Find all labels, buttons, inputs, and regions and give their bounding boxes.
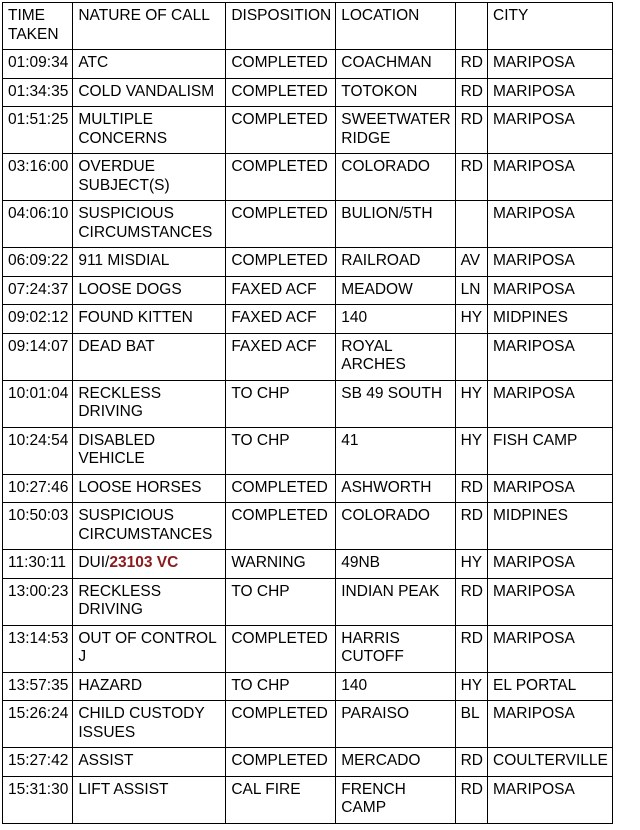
- cell-city: MARIPOSA: [488, 776, 613, 823]
- header-nature-of-call: NATURE OF CALL: [73, 3, 226, 50]
- table-row: [3, 427, 613, 474]
- cell-nature-of-call: LOOSE DOGS: [73, 276, 226, 305]
- cell-suffix: BL: [455, 701, 487, 748]
- table-row: [3, 248, 613, 277]
- table-row: [3, 578, 613, 625]
- cell-location: COLORADO: [336, 154, 455, 201]
- table-row: [3, 550, 613, 579]
- cell-location: TOTOKON: [336, 78, 455, 107]
- cell-time-taken: 03:16:00: [3, 154, 73, 201]
- cell-location: 140: [336, 672, 455, 701]
- cell-disposition: FAXED ACF: [226, 305, 336, 334]
- nature-text: DUI/: [78, 554, 110, 571]
- cell-city: MARIPOSA: [488, 50, 613, 79]
- cell-suffix: [455, 333, 487, 380]
- cell-disposition: COMPLETED: [226, 248, 336, 277]
- cell-city: MARIPOSA: [488, 625, 613, 672]
- cell-location: SB 49 SOUTH: [336, 380, 455, 427]
- table-row: [3, 776, 613, 823]
- cell-time-taken: 10:50:03: [3, 503, 73, 550]
- cell-time-taken: 01:09:34: [3, 50, 73, 79]
- cell-suffix: RD: [455, 474, 487, 503]
- table-row: [3, 672, 613, 701]
- cell-time-taken: 01:34:35: [3, 78, 73, 107]
- cell-suffix: HY: [455, 427, 487, 474]
- cell-location: MEADOW: [336, 276, 455, 305]
- cell-disposition: COMPLETED: [226, 201, 336, 248]
- cell-nature-of-call: OVERDUE SUBJECT(S): [73, 154, 226, 201]
- cell-disposition: COMPLETED: [226, 50, 336, 79]
- cell-nature-of-call: MULTIPLE CONCERNS: [73, 107, 226, 154]
- cell-suffix: RD: [455, 50, 487, 79]
- cell-time-taken: 13:14:53: [3, 625, 73, 672]
- cell-nature-of-call: RECKLESS DRIVING: [73, 380, 226, 427]
- cell-nature-of-call: 911 MISDIAL: [73, 248, 226, 277]
- cell-city: FISH CAMP: [488, 427, 613, 474]
- cell-nature-of-call: ATC: [73, 50, 226, 79]
- cell-disposition: COMPLETED: [226, 701, 336, 748]
- cell-city: COULTERVILLE: [488, 748, 613, 777]
- cell-suffix: LN: [455, 276, 487, 305]
- cell-suffix: RD: [455, 748, 487, 777]
- cell-location: BULION/5TH: [336, 201, 455, 248]
- cell-suffix: HY: [455, 550, 487, 579]
- cell-suffix: AV: [455, 248, 487, 277]
- table-row: [3, 154, 613, 201]
- cell-disposition: CAL FIRE: [226, 776, 336, 823]
- cell-time-taken: 01:51:25: [3, 107, 73, 154]
- header-location: LOCATION: [336, 3, 455, 50]
- cell-time-taken: 13:57:35: [3, 672, 73, 701]
- cell-city: MARIPOSA: [488, 201, 613, 248]
- header-suffix: [455, 3, 487, 50]
- cell-disposition: WARNING: [226, 550, 336, 579]
- cell-time-taken: 09:02:12: [3, 305, 73, 334]
- cell-disposition: COMPLETED: [226, 625, 336, 672]
- cell-location: 49NB: [336, 550, 455, 579]
- cell-city: MARIPOSA: [488, 276, 613, 305]
- cell-nature-of-call: DEAD BAT: [73, 333, 226, 380]
- table-row: [3, 50, 613, 79]
- cell-city: MARIPOSA: [488, 154, 613, 201]
- table-row: [3, 380, 613, 427]
- cell-suffix: RD: [455, 78, 487, 107]
- call-log-body: [3, 50, 613, 824]
- cell-disposition: COMPLETED: [226, 78, 336, 107]
- cell-location: COACHMAN: [336, 50, 455, 79]
- cell-city: MARIPOSA: [488, 107, 613, 154]
- cell-city: MARIPOSA: [488, 78, 613, 107]
- cell-disposition: TO CHP: [226, 578, 336, 625]
- cell-time-taken: 15:27:42: [3, 748, 73, 777]
- violation-code: 23103 VC: [109, 554, 179, 571]
- cell-suffix: HY: [455, 305, 487, 334]
- table-row: [3, 305, 613, 334]
- cell-city: MIDPINES: [488, 305, 613, 334]
- cell-location: INDIAN PEAK: [336, 578, 455, 625]
- cell-city: MARIPOSA: [488, 380, 613, 427]
- cell-disposition: COMPLETED: [226, 107, 336, 154]
- cell-disposition: COMPLETED: [226, 474, 336, 503]
- table-row: [3, 701, 613, 748]
- header-time-taken: TIME TAKEN: [3, 3, 73, 50]
- cell-nature-of-call: LIFT ASSIST: [73, 776, 226, 823]
- cell-time-taken: 13:00:23: [3, 578, 73, 625]
- cell-disposition: TO CHP: [226, 380, 336, 427]
- cell-suffix: HY: [455, 672, 487, 701]
- cell-nature-of-call: HAZARD: [73, 672, 226, 701]
- cell-location: ASHWORTH: [336, 474, 455, 503]
- cell-disposition: COMPLETED: [226, 748, 336, 777]
- cell-location: MERCADO: [336, 748, 455, 777]
- cell-nature-of-call: FOUND KITTEN: [73, 305, 226, 334]
- cell-location: SWEETWATER RIDGE: [336, 107, 455, 154]
- cell-city: EL PORTAL: [488, 672, 613, 701]
- cell-suffix: RD: [455, 776, 487, 823]
- cell-suffix: HY: [455, 380, 487, 427]
- cell-time-taken: 10:24:54: [3, 427, 73, 474]
- cell-nature-of-call: OUT OF CONTROL J: [73, 625, 226, 672]
- cell-time-taken: 09:14:07: [3, 333, 73, 380]
- cell-nature-of-call: SUSPICIOUS CIRCUMSTANCES: [73, 503, 226, 550]
- cell-nature-of-call: SUSPICIOUS CIRCUMSTANCES: [73, 201, 226, 248]
- cell-disposition: COMPLETED: [226, 503, 336, 550]
- cell-nature-of-call: DISABLED VEHICLE: [73, 427, 226, 474]
- cell-nature-of-call: RECKLESS DRIVING: [73, 578, 226, 625]
- cell-disposition: TO CHP: [226, 427, 336, 474]
- cell-time-taken: 15:31:30: [3, 776, 73, 823]
- cell-time-taken: 15:26:24: [3, 701, 73, 748]
- cell-nature-of-call: COLD VANDALISM: [73, 78, 226, 107]
- cell-time-taken: 10:01:04: [3, 380, 73, 427]
- cell-location: COLORADO: [336, 503, 455, 550]
- header-row: [3, 3, 613, 50]
- cell-city: MARIPOSA: [488, 578, 613, 625]
- cell-location: 41: [336, 427, 455, 474]
- cell-nature-of-call: LOOSE HORSES: [73, 474, 226, 503]
- cell-time-taken: 07:24:37: [3, 276, 73, 305]
- cell-suffix: [455, 201, 487, 248]
- header-disposition: DISPOSITION: [226, 3, 336, 50]
- cell-city: MARIPOSA: [488, 701, 613, 748]
- cell-disposition: COMPLETED: [226, 154, 336, 201]
- cell-time-taken: 04:06:10: [3, 201, 73, 248]
- cell-suffix: RD: [455, 154, 487, 201]
- cell-disposition: FAXED ACF: [226, 333, 336, 380]
- cell-time-taken: 10:27:46: [3, 474, 73, 503]
- table-row: [3, 474, 613, 503]
- table-row: [3, 78, 613, 107]
- cell-suffix: RD: [455, 503, 487, 550]
- call-log-table: [2, 2, 613, 824]
- header-city: CITY: [488, 3, 613, 50]
- cell-city: MARIPOSA: [488, 474, 613, 503]
- table-row: [3, 201, 613, 248]
- cell-disposition: TO CHP: [226, 672, 336, 701]
- cell-city: MIDPINES: [488, 503, 613, 550]
- cell-location: ROYAL ARCHES: [336, 333, 455, 380]
- table-row: [3, 625, 613, 672]
- cell-nature-of-call: ASSIST: [73, 748, 226, 777]
- table-row: [3, 333, 613, 380]
- cell-nature-of-call: CHILD CUSTODY ISSUES: [73, 701, 226, 748]
- cell-location: HARRIS CUTOFF: [336, 625, 455, 672]
- cell-nature-of-call: [73, 550, 226, 579]
- table-row: [3, 276, 613, 305]
- cell-suffix: RD: [455, 625, 487, 672]
- cell-disposition: FAXED ACF: [226, 276, 336, 305]
- cell-location: FRENCH CAMP: [336, 776, 455, 823]
- cell-suffix: RD: [455, 107, 487, 154]
- table-row: [3, 748, 613, 777]
- cell-location: PARAISO: [336, 701, 455, 748]
- cell-location: 140: [336, 305, 455, 334]
- cell-suffix: RD: [455, 578, 487, 625]
- cell-time-taken: 11:30:11: [3, 550, 73, 579]
- cell-location: RAILROAD: [336, 248, 455, 277]
- cell-city: MARIPOSA: [488, 333, 613, 380]
- cell-city: MARIPOSA: [488, 550, 613, 579]
- table-row: [3, 107, 613, 154]
- cell-time-taken: 06:09:22: [3, 248, 73, 277]
- table-row: [3, 503, 613, 550]
- cell-city: MARIPOSA: [488, 248, 613, 277]
